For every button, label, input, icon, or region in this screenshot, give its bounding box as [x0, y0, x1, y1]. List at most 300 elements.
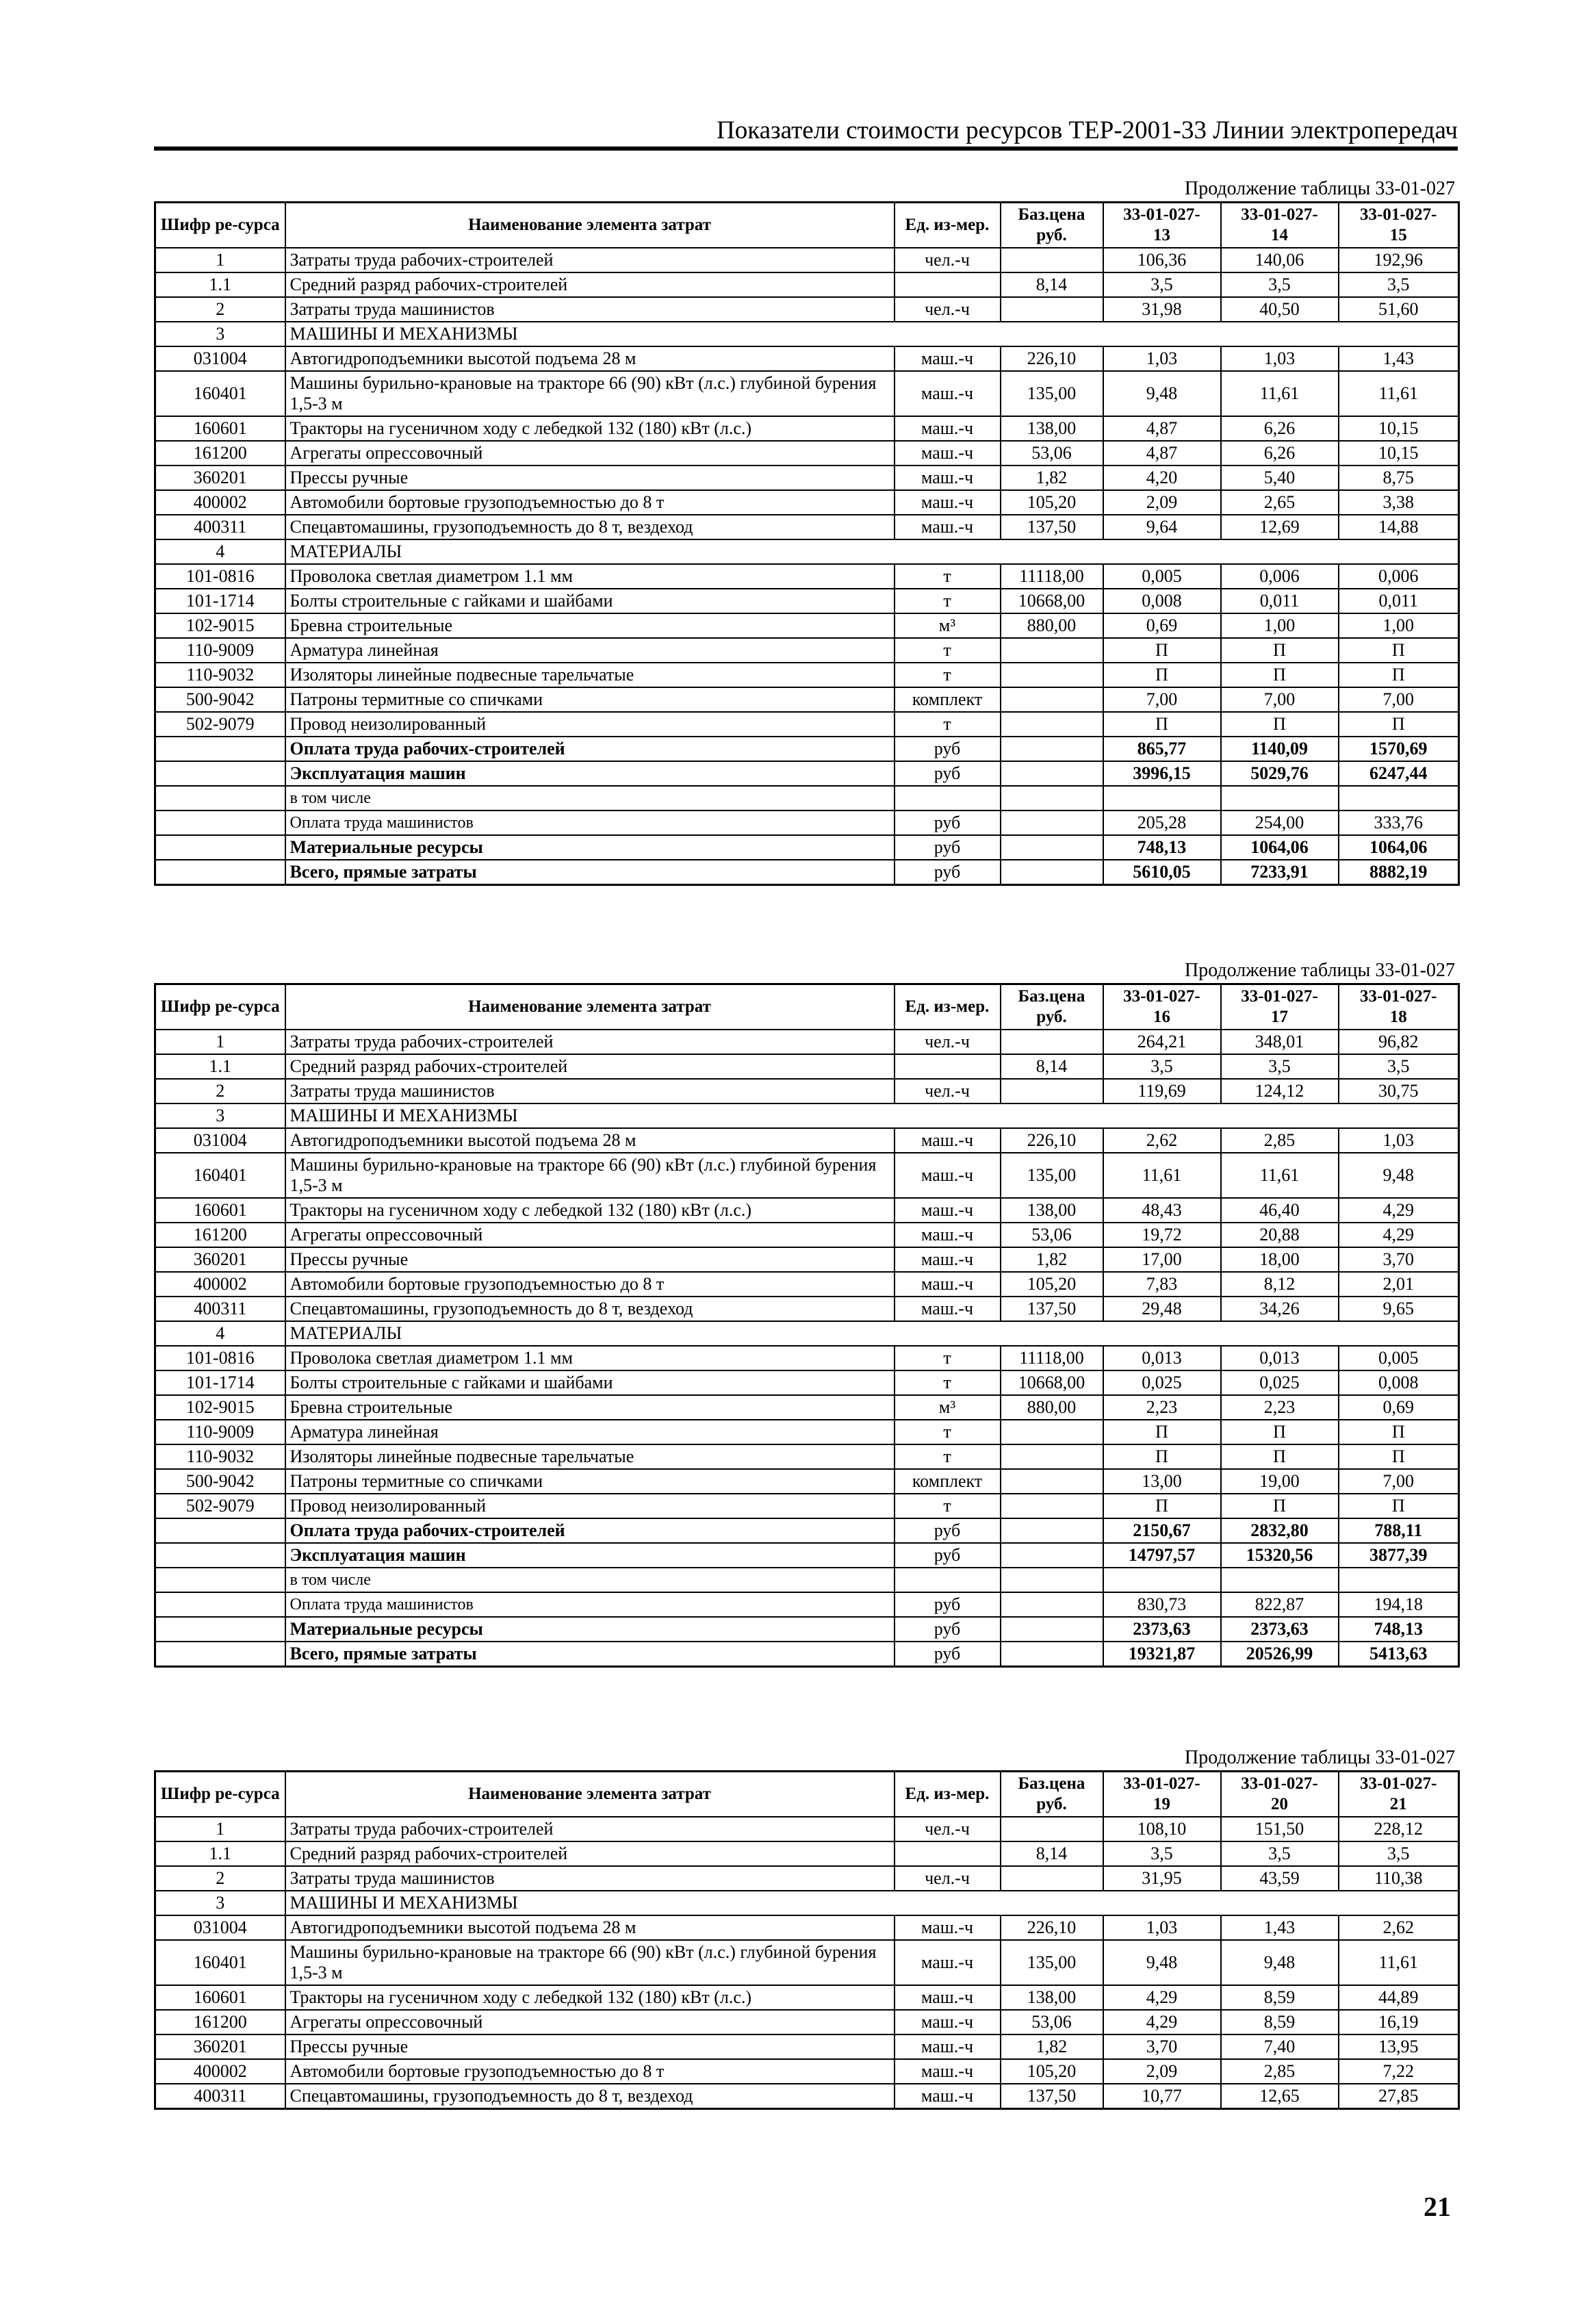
header-code: Шифр ре-сурса — [155, 203, 285, 248]
unit: т — [894, 589, 1001, 613]
table-header-row — [155, 1772, 1459, 1817]
unit: т — [894, 1420, 1001, 1444]
base-price: 135,00 — [1001, 371, 1103, 416]
resource-code — [155, 811, 285, 835]
unit: маш.-ч — [894, 371, 1001, 416]
unit: руб — [894, 1617, 1001, 1642]
unit — [894, 1054, 1001, 1079]
header-unit: Ед. из-мер. — [894, 984, 1001, 1030]
table-row — [155, 1054, 1459, 1079]
unit: руб — [894, 737, 1001, 761]
base-price — [1001, 1543, 1103, 1568]
resource-name: Тракторы на гусеничном ходу с лебедкой 132 (180) кВт (л.с.) — [285, 1198, 894, 1223]
table-row — [155, 1272, 1459, 1297]
base-price: 135,00 — [1001, 1940, 1103, 1985]
value-cell: 3,5 — [1103, 1054, 1221, 1079]
value-cell: 110,38 — [1339, 1866, 1459, 1891]
unit: м³ — [894, 613, 1001, 638]
resource-code: 101-0816 — [155, 564, 285, 589]
resource-name: Тракторы на гусеничном ходу с лебедкой 132 (180) кВт (л.с.) — [285, 1985, 894, 2010]
resource-name: Средний разряд рабочих-строителей — [285, 1054, 894, 1079]
header-code: Шифр ре-сурса — [155, 984, 285, 1030]
value-cell: П — [1103, 1420, 1221, 1444]
resource-name: Изоляторы линейные подвесные тарельчатые — [285, 663, 894, 687]
table-block-1 — [154, 177, 1458, 886]
continuation-label: Продолжение таблицы 33-01-027 — [1184, 178, 1455, 199]
value-cell: 2,62 — [1339, 1915, 1459, 1940]
table-row — [155, 663, 1459, 687]
value-cell: 0,013 — [1103, 1346, 1221, 1370]
value-cell: 7,40 — [1221, 2034, 1339, 2059]
estimate-number: 17 — [1271, 1008, 1288, 1026]
section-row — [155, 539, 1459, 564]
table-row — [155, 272, 1459, 297]
table-row — [155, 1817, 1459, 1841]
estimate-number: 21 — [1389, 1795, 1407, 1813]
table-row — [155, 1841, 1459, 1866]
base-price: 1,82 — [1001, 2034, 1103, 2059]
value-cell: П — [1221, 1444, 1339, 1469]
value-cell: 4,87 — [1103, 416, 1221, 441]
value-cell: 96,82 — [1339, 1030, 1459, 1054]
table-row — [155, 1494, 1459, 1518]
resource-code: 4 — [155, 539, 285, 564]
table-row — [155, 1079, 1459, 1103]
resource-name: в том числе — [285, 1568, 894, 1592]
table-row — [155, 1568, 1459, 1592]
value-cell: 5,40 — [1221, 465, 1339, 490]
section-row — [155, 322, 1459, 346]
value-cell: 254,00 — [1221, 811, 1339, 835]
value-cell: 9,48 — [1103, 1940, 1221, 1985]
base-price — [1001, 737, 1103, 761]
unit: м³ — [894, 1395, 1001, 1420]
unit: т — [894, 638, 1001, 663]
base-price — [1001, 1079, 1103, 1103]
table-row — [155, 248, 1459, 272]
estimate-number: 19 — [1153, 1795, 1170, 1813]
value-cell: 1,03 — [1339, 1128, 1459, 1153]
resource-name: Спецавтомашины, грузоподъемность до 8 т, вездеход — [285, 2084, 894, 2109]
unit: чел.-ч — [894, 248, 1001, 272]
resource-name: Эксплуатация машин — [285, 1543, 894, 1568]
resource-name: Оплата труда машинистов — [285, 1592, 894, 1617]
resource-name: Прессы ручные — [285, 2034, 894, 2059]
value-cell: 140,06 — [1221, 248, 1339, 272]
value-cell: 9,48 — [1103, 371, 1221, 416]
resource-code: 031004 — [155, 1915, 285, 1940]
value-cell: 0,006 — [1221, 564, 1339, 589]
base-price: 105,20 — [1001, 1272, 1103, 1297]
value-cell: 15320,56 — [1221, 1543, 1339, 1568]
resource-name: Оплата труда машинистов — [285, 811, 894, 835]
unit: руб — [894, 1543, 1001, 1568]
value-cell: 18,00 — [1221, 1247, 1339, 1272]
resource-name: Проволока светлая диаметром 1.1 мм — [285, 564, 894, 589]
resource-code: 500-9042 — [155, 687, 285, 712]
table-row — [155, 465, 1459, 490]
value-cell: 5029,76 — [1221, 761, 1339, 786]
base-price: 1,82 — [1001, 1247, 1103, 1272]
value-cell: 3,5 — [1339, 1841, 1459, 1866]
unit — [894, 1841, 1001, 1866]
resource-code: 160601 — [155, 1198, 285, 1223]
value-cell: 40,50 — [1221, 297, 1339, 322]
resource-code: 160401 — [155, 1940, 285, 1985]
value-cell: 9,64 — [1103, 515, 1221, 539]
value-cell: 31,95 — [1103, 1866, 1221, 1891]
section-title: МАТЕРИАЛЫ — [285, 1321, 1459, 1346]
resource-name: Автогидроподъемники высотой подъема 28 м — [285, 1128, 894, 1153]
table-row — [155, 1223, 1459, 1247]
base-price — [1001, 712, 1103, 737]
unit: т — [894, 1494, 1001, 1518]
value-cell: 11,61 — [1103, 1153, 1221, 1198]
table-block-2 — [154, 958, 1458, 1668]
base-price — [1001, 1642, 1103, 1667]
unit: руб — [894, 1592, 1001, 1617]
estimate-prefix: 33-01-027- — [1241, 205, 1318, 224]
header-estimate-column — [1339, 203, 1459, 248]
resource-name: Проволока светлая диаметром 1.1 мм — [285, 1346, 894, 1370]
unit: маш.-ч — [894, 1247, 1001, 1272]
table-row — [155, 2084, 1459, 2109]
value-cell: 19321,87 — [1103, 1642, 1221, 1667]
estimate-number: 18 — [1389, 1008, 1407, 1026]
resource-name: Арматура линейная — [285, 638, 894, 663]
value-cell: 830,73 — [1103, 1592, 1221, 1617]
table-row — [155, 515, 1459, 539]
base-price: 138,00 — [1001, 416, 1103, 441]
table-row — [155, 490, 1459, 515]
resource-name: Агрегаты опрессовочный — [285, 441, 894, 465]
estimate-prefix: 33-01-027- — [1123, 987, 1200, 1006]
header-name: Наименование элемента затрат — [285, 1772, 894, 1817]
value-cell: 48,43 — [1103, 1198, 1221, 1223]
value-cell: 2,09 — [1103, 490, 1221, 515]
continuation-label: Продолжение таблицы 33-01-027 — [1184, 960, 1455, 981]
resource-name: Автогидроподъемники высотой подъема 28 м — [285, 346, 894, 371]
base-price: 53,06 — [1001, 1223, 1103, 1247]
value-cell: П — [1103, 712, 1221, 737]
value-cell: 17,00 — [1103, 1247, 1221, 1272]
value-cell: 2,65 — [1221, 490, 1339, 515]
unit: маш.-ч — [894, 465, 1001, 490]
base-price — [1001, 835, 1103, 860]
header-estimate-column — [1221, 984, 1339, 1030]
value-cell: 3996,15 — [1103, 761, 1221, 786]
value-cell — [1339, 786, 1459, 811]
value-cell: 30,75 — [1339, 1079, 1459, 1103]
resource-table — [154, 201, 1460, 886]
value-cell: 2832,80 — [1221, 1518, 1339, 1543]
table-row — [155, 416, 1459, 441]
resource-name: в том числе — [285, 786, 894, 811]
value-cell: 19,72 — [1103, 1223, 1221, 1247]
resource-name: Прессы ручные — [285, 465, 894, 490]
resource-table — [154, 1770, 1460, 2110]
header-estimate-column — [1339, 1772, 1459, 1817]
base-price: 53,06 — [1001, 2010, 1103, 2034]
resource-code: 400311 — [155, 2084, 285, 2109]
resource-code: 2 — [155, 297, 285, 322]
value-cell: 0,008 — [1339, 1370, 1459, 1395]
value-cell — [1103, 1568, 1221, 1592]
value-cell: П — [1221, 712, 1339, 737]
value-cell: 2373,63 — [1221, 1617, 1339, 1642]
unit: маш.-ч — [894, 1985, 1001, 2010]
value-cell: 192,96 — [1339, 248, 1459, 272]
value-cell: 2,62 — [1103, 1128, 1221, 1153]
resource-name: Затраты труда рабочих-строителей — [285, 248, 894, 272]
unit: маш.-ч — [894, 1297, 1001, 1321]
resource-name: Автомобили бортовые грузоподъемностью до 8 т — [285, 1272, 894, 1297]
resource-code: 161200 — [155, 1223, 285, 1247]
unit: маш.-ч — [894, 2084, 1001, 2109]
resource-code: 101-0816 — [155, 1346, 285, 1370]
table-row — [155, 1642, 1459, 1667]
table-row — [155, 1543, 1459, 1568]
value-cell: 9,48 — [1339, 1153, 1459, 1198]
resource-code — [155, 786, 285, 811]
unit: комплект — [894, 687, 1001, 712]
value-cell: 7,00 — [1103, 687, 1221, 712]
value-cell: 13,00 — [1103, 1469, 1221, 1494]
value-cell: 11,61 — [1221, 1153, 1339, 1198]
estimate-number: 14 — [1271, 226, 1288, 244]
unit: чел.-ч — [894, 1030, 1001, 1054]
base-price: 226,10 — [1001, 1128, 1103, 1153]
table-row — [155, 2034, 1459, 2059]
value-cell: 8882,19 — [1339, 860, 1459, 885]
table-row — [155, 761, 1459, 786]
resource-name: Оплата труда рабочих-строителей — [285, 1518, 894, 1543]
value-cell: П — [1339, 1494, 1459, 1518]
resource-code: 360201 — [155, 1247, 285, 1272]
unit: руб — [894, 761, 1001, 786]
value-cell: 7,00 — [1339, 1469, 1459, 1494]
table-row — [155, 1985, 1459, 2010]
resource-name: Изоляторы линейные подвесные тарельчатые — [285, 1444, 894, 1469]
value-cell: 3,38 — [1339, 490, 1459, 515]
header-unit: Ед. из-мер. — [894, 203, 1001, 248]
table-row — [155, 1940, 1459, 1985]
header-name: Наименование элемента затрат — [285, 203, 894, 248]
resource-code: 160401 — [155, 371, 285, 416]
value-cell: 788,11 — [1339, 1518, 1459, 1543]
table-row — [155, 346, 1459, 371]
value-cell: 12,69 — [1221, 515, 1339, 539]
unit: маш.-ч — [894, 515, 1001, 539]
table-row — [155, 1297, 1459, 1321]
value-cell — [1103, 786, 1221, 811]
value-cell: 3,5 — [1103, 272, 1221, 297]
resource-code — [155, 1642, 285, 1667]
value-cell: 6,26 — [1221, 441, 1339, 465]
base-price — [1001, 1494, 1103, 1518]
resource-code: 101-1714 — [155, 1370, 285, 1395]
resource-name: Бревна строительные — [285, 1395, 894, 1420]
resource-code — [155, 1543, 285, 1568]
resource-name: Машины бурильно-крановые на тракторе 66 (90) кВт (л.с.) глубиной бурения 1,5-3 м — [285, 371, 894, 416]
header-estimate-column — [1103, 984, 1221, 1030]
resource-name: Тракторы на гусеничном ходу с лебедкой 132 (180) кВт (л.с.) — [285, 416, 894, 441]
resource-name: Средний разряд рабочих-строителей — [285, 1841, 894, 1866]
table-row — [155, 1617, 1459, 1642]
value-cell: 1,43 — [1221, 1915, 1339, 1940]
resource-name: Оплата труда рабочих-строителей — [285, 737, 894, 761]
resource-name: Затраты труда машинистов — [285, 1079, 894, 1103]
resource-name: Автомобили бортовые грузоподъемностью до 8 т — [285, 2059, 894, 2084]
table-row — [155, 1518, 1459, 1543]
table-row — [155, 1444, 1459, 1469]
base-price — [1001, 663, 1103, 687]
base-price — [1001, 1866, 1103, 1891]
resource-code: 400002 — [155, 2059, 285, 2084]
value-cell: 748,13 — [1103, 835, 1221, 860]
base-price — [1001, 1568, 1103, 1592]
resource-name: Материальные ресурсы — [285, 1617, 894, 1642]
table-row — [155, 712, 1459, 737]
unit: т — [894, 1444, 1001, 1469]
value-cell: 0,006 — [1339, 564, 1459, 589]
value-cell: 6,26 — [1221, 416, 1339, 441]
value-cell: 108,10 — [1103, 1817, 1221, 1841]
base-price — [1001, 1030, 1103, 1054]
value-cell: 2,23 — [1221, 1395, 1339, 1420]
value-cell: 3,5 — [1221, 272, 1339, 297]
table-row — [155, 441, 1459, 465]
base-price: 880,00 — [1001, 613, 1103, 638]
base-price: 11118,00 — [1001, 564, 1103, 589]
resource-code: 161200 — [155, 2010, 285, 2034]
section-title: МАШИНЫ И МЕХАНИЗМЫ — [285, 322, 1459, 346]
value-cell: 119,69 — [1103, 1079, 1221, 1103]
unit: маш.-ч — [894, 2010, 1001, 2034]
value-cell: 11,61 — [1339, 1940, 1459, 1985]
value-cell: 3,70 — [1339, 1247, 1459, 1272]
table-row — [155, 737, 1459, 761]
base-price — [1001, 811, 1103, 835]
value-cell: П — [1339, 663, 1459, 687]
value-cell: 44,89 — [1339, 1985, 1459, 2010]
resource-code — [155, 737, 285, 761]
table-row — [155, 297, 1459, 322]
unit: маш.-ч — [894, 441, 1001, 465]
base-price: 8,14 — [1001, 1054, 1103, 1079]
resource-name: Эксплуатация машин — [285, 761, 894, 786]
resource-name: Болты строительные с гайками и шайбами — [285, 589, 894, 613]
table-row — [155, 1420, 1459, 1444]
resource-name: Затраты труда рабочих-строителей — [285, 1030, 894, 1054]
value-cell: 2373,63 — [1103, 1617, 1221, 1642]
resource-name: Всего, прямые затраты — [285, 860, 894, 885]
value-cell: 1064,06 — [1221, 835, 1339, 860]
value-cell: 13,95 — [1339, 2034, 1459, 2059]
resource-code: 1 — [155, 1030, 285, 1054]
unit: руб — [894, 1518, 1001, 1543]
base-price: 135,00 — [1001, 1153, 1103, 1198]
estimate-prefix: 33-01-027- — [1123, 205, 1200, 224]
resource-code — [155, 1518, 285, 1543]
value-cell: 2,85 — [1221, 1128, 1339, 1153]
value-cell: П — [1221, 1420, 1339, 1444]
estimate-prefix: 33-01-027- — [1360, 987, 1437, 1006]
value-cell: П — [1221, 1494, 1339, 1518]
value-cell: 822,87 — [1221, 1592, 1339, 1617]
resource-name: Затраты труда рабочих-строителей — [285, 1817, 894, 1841]
resource-code: 110-9009 — [155, 1420, 285, 1444]
resource-name: Спецавтомашины, грузоподъемность до 8 т, вездеход — [285, 1297, 894, 1321]
value-cell: 333,76 — [1339, 811, 1459, 835]
table-header-row — [155, 984, 1459, 1030]
unit: маш.-ч — [894, 416, 1001, 441]
value-cell: П — [1339, 638, 1459, 663]
unit: руб — [894, 1642, 1001, 1667]
base-price: 226,10 — [1001, 346, 1103, 371]
base-price — [1001, 1617, 1103, 1642]
section-row — [155, 1891, 1459, 1915]
unit: маш.-ч — [894, 1153, 1001, 1198]
value-cell: 1,00 — [1339, 613, 1459, 638]
value-cell: 6247,44 — [1339, 761, 1459, 786]
value-cell: 10,15 — [1339, 416, 1459, 441]
resource-name: Автомобили бортовые грузоподъемностью до 8 т — [285, 490, 894, 515]
section-row — [155, 1321, 1459, 1346]
value-cell: 4,87 — [1103, 441, 1221, 465]
value-cell: П — [1339, 712, 1459, 737]
table-row — [155, 613, 1459, 638]
header-price: Баз.цена руб. — [1001, 984, 1103, 1030]
base-price — [1001, 860, 1103, 885]
resource-name: Машины бурильно-крановые на тракторе 66 (90) кВт (л.с.) глубиной бурения 1,5-3 м — [285, 1940, 894, 1985]
base-price: 10668,00 — [1001, 589, 1103, 613]
value-cell: 8,59 — [1221, 2010, 1339, 2034]
value-cell: 0,69 — [1339, 1395, 1459, 1420]
unit: руб — [894, 811, 1001, 835]
base-price — [1001, 1817, 1103, 1841]
base-price: 137,50 — [1001, 2084, 1103, 2109]
resource-name: Спецавтомашины, грузоподъемность до 8 т, вездеход — [285, 515, 894, 539]
resource-name: Машины бурильно-крановые на тракторе 66 (90) кВт (л.с.) глубиной бурения 1,5-3 м — [285, 1153, 894, 1198]
value-cell: 1,03 — [1221, 346, 1339, 371]
resource-code — [155, 761, 285, 786]
value-cell: 31,98 — [1103, 297, 1221, 322]
resource-code: 160601 — [155, 1985, 285, 2010]
table-row — [155, 1030, 1459, 1054]
base-price: 53,06 — [1001, 441, 1103, 465]
value-cell: 10,77 — [1103, 2084, 1221, 2109]
resource-name: Патроны термитные со спичками — [285, 1469, 894, 1494]
value-cell: 12,65 — [1221, 2084, 1339, 2109]
base-price — [1001, 1592, 1103, 1617]
table-row — [155, 371, 1459, 416]
section-title: МАШИНЫ И МЕХАНИЗМЫ — [285, 1103, 1459, 1128]
unit: т — [894, 663, 1001, 687]
value-cell: 3,5 — [1103, 1841, 1221, 1866]
value-cell: 14,88 — [1339, 515, 1459, 539]
value-cell: 3,5 — [1339, 272, 1459, 297]
value-cell: 4,29 — [1103, 2010, 1221, 2034]
header-name: Наименование элемента затрат — [285, 984, 894, 1030]
base-price — [1001, 1518, 1103, 1543]
resource-code: 502-9079 — [155, 712, 285, 737]
resource-code: 1 — [155, 1817, 285, 1841]
value-cell: 51,60 — [1339, 297, 1459, 322]
resource-code: 160401 — [155, 1153, 285, 1198]
resource-code — [155, 835, 285, 860]
value-cell: 205,28 — [1103, 811, 1221, 835]
